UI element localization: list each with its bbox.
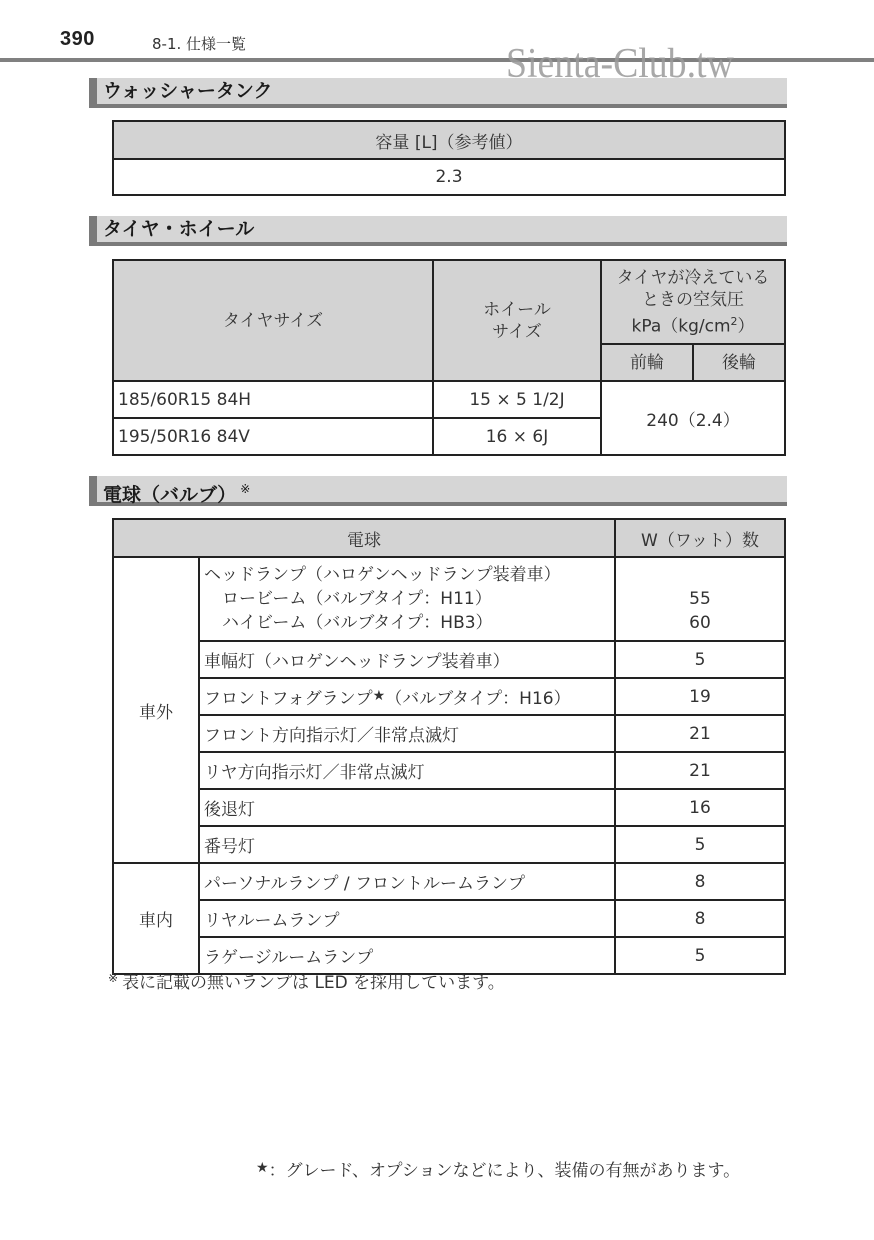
bulb-watt: 21: [615, 715, 785, 752]
bulb-table: [112, 518, 786, 975]
front-wheel-header: 前輪: [601, 344, 693, 381]
bulb-header: 電球: [113, 519, 615, 557]
low-beam-label: ロービーム（バルブタイプ：H11）: [222, 589, 492, 609]
capacity-value: 2.3: [113, 159, 785, 195]
bulb-watt: 19: [615, 678, 785, 715]
high-beam-label: ハイビーム（バルブタイプ：HB3）: [222, 613, 493, 633]
bulb-name: リヤルームランプ: [199, 900, 615, 937]
capacity-header: 容量 [L]（参考値）: [113, 121, 785, 159]
fog-lamp-label: フロントフォグランプ: [204, 689, 373, 709]
wheel-size-cell: 16 × 6J: [433, 418, 601, 455]
bulb-name: ラゲージルームランプ: [199, 937, 615, 974]
low-beam-watt: 55: [689, 589, 711, 609]
table-row: [113, 381, 785, 418]
bulb-name: 車幅灯（ハロゲンヘッドランプ装着車）: [199, 641, 615, 678]
section-title: タイヤ・ホイール: [103, 218, 255, 240]
bulb-note: [108, 968, 505, 993]
headlamp-watt-cell: [615, 557, 785, 641]
wheel-size-header: [433, 260, 601, 381]
table-row: [113, 900, 785, 937]
table-row: [113, 789, 785, 826]
bulb-name: [199, 678, 615, 715]
star-icon: ★: [372, 688, 386, 704]
pressure-label-2: ときの空気圧: [642, 289, 744, 310]
bulb-name: 後退灯: [199, 789, 615, 826]
note-text: 表に記載の無いランプは LED を採用しています。: [122, 973, 505, 993]
reference-mark: ※: [108, 971, 119, 985]
rear-wheel-header: 後輪: [693, 344, 785, 381]
watermark: Sienta-Club.tw: [506, 41, 734, 87]
table-row: [113, 678, 785, 715]
bulb-watt: 16: [615, 789, 785, 826]
chapter-title: 8-1. 仕様一覧: [152, 35, 247, 53]
pressure-sup: 2: [730, 314, 738, 328]
wheel-size-label-1: ホイール: [483, 299, 551, 320]
watt-header: W（ワット）数: [615, 519, 785, 557]
bulb-name: フロント方向指示灯／非常点滅灯: [199, 715, 615, 752]
tire-size-cell: 185/60R15 84H: [113, 381, 433, 418]
bulb-name: リヤ方向指示灯／非常点滅灯: [199, 752, 615, 789]
bulb-name: 番号灯: [199, 826, 615, 863]
bulb-watt: 5: [615, 826, 785, 863]
bulb-watt: 5: [615, 641, 785, 678]
pressure-label-3: kPa（kg/cm: [631, 316, 731, 337]
group-interior: 車内: [113, 863, 199, 974]
washer-tank-table: [112, 120, 786, 196]
star-icon: ★: [256, 1160, 269, 1176]
bulb-watt: 5: [615, 937, 785, 974]
bulb-name: パーソナルランプ / フロントルームランプ: [199, 863, 615, 900]
bulb-watt: 8: [615, 900, 785, 937]
fog-lamp-type: （バルブタイプ：H16）: [385, 689, 571, 709]
pressure-label-1: タイヤが冷えている: [616, 267, 770, 288]
page-number: 390: [60, 28, 95, 50]
wheel-size-cell: 15 × 5 1/2J: [433, 381, 601, 418]
section-heading-tires: [89, 216, 787, 246]
section-title: ウォッシャータンク: [103, 80, 273, 102]
table-row: [113, 641, 785, 678]
headlamp-label: ヘッドランプ（ハロゲンヘッドランプ装着車）: [204, 565, 561, 585]
pressure-header: [601, 260, 785, 344]
reference-mark: ※: [240, 482, 251, 496]
section-heading-bulbs: [89, 476, 787, 506]
pressure-value: 240（2.4）: [601, 381, 785, 455]
table-row: [113, 715, 785, 752]
table-row: [113, 752, 785, 789]
table-row: [113, 826, 785, 863]
footnote-text: ：グレード、オプションなどにより、装備の有無があります。: [268, 1161, 741, 1181]
bulb-watt: 21: [615, 752, 785, 789]
section-title: 電球（バルブ）: [103, 484, 237, 506]
bulb-watt: 8: [615, 863, 785, 900]
wheel-size-label-2: サイズ: [492, 321, 542, 342]
tire-wheel-table: [112, 259, 786, 456]
table-row: [113, 863, 785, 900]
tire-size-cell: 195/50R16 84V: [113, 418, 433, 455]
tire-size-header: タイヤサイズ: [113, 260, 433, 381]
footnote: [256, 1156, 740, 1181]
pressure-close: ）: [737, 316, 755, 337]
group-exterior: 車外: [113, 557, 199, 863]
table-row: [113, 557, 785, 641]
header-divider: [0, 58, 874, 62]
high-beam-watt: 60: [689, 613, 711, 633]
headlamp-cell: [199, 557, 615, 641]
